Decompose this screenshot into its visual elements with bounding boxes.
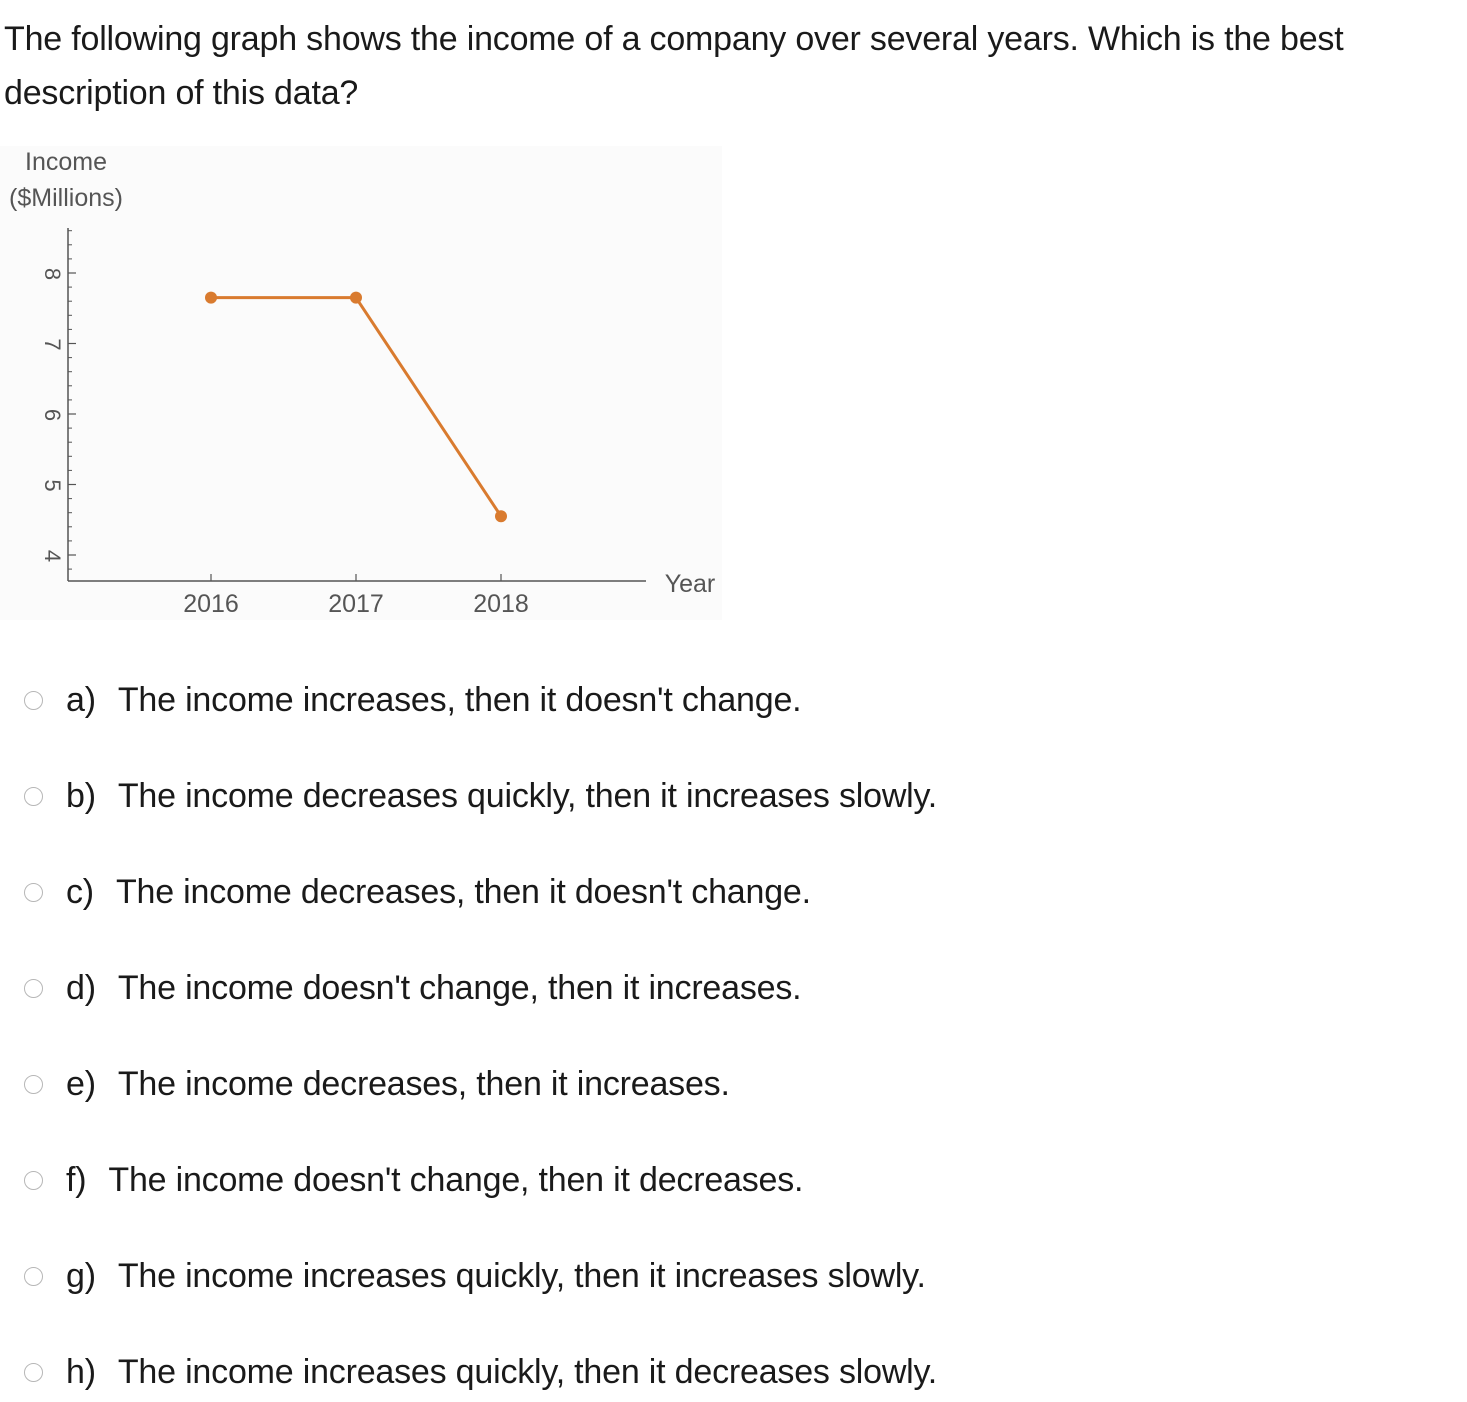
x-axis-label: Year: [664, 570, 716, 598]
option-e-text: The income decreases, then it increases.: [117, 1064, 730, 1103]
x-tick-label: 2018: [473, 590, 529, 618]
radio-e[interactable]: [24, 1075, 43, 1094]
option-b[interactable]: [24, 772, 937, 820]
income-chart: [0, 146, 722, 620]
y-tick-label: 7: [40, 338, 66, 351]
option-d[interactable]: [24, 964, 801, 1012]
option-c[interactable]: [24, 868, 811, 916]
option-f-letter: f): [66, 1160, 87, 1199]
question-text: The following graph shows the income of a company over several years. Which is the best description of this data?: [4, 20, 1344, 112]
y-axis-label-line1: Income: [25, 148, 107, 176]
radio-f[interactable]: [24, 1171, 43, 1190]
data-point: [350, 292, 362, 304]
option-b-letter: b): [66, 776, 96, 815]
option-e-letter: e): [66, 1064, 96, 1103]
option-e[interactable]: [24, 1060, 730, 1108]
option-f[interactable]: [24, 1156, 803, 1204]
data-point: [495, 510, 507, 522]
radio-c[interactable]: [24, 883, 43, 902]
option-f-text: The income doesn't change, then it decreases.: [108, 1160, 804, 1199]
option-d-letter: d): [66, 968, 96, 1007]
option-h[interactable]: [24, 1348, 937, 1396]
option-a-letter: a): [66, 680, 96, 719]
option-h-text: The income increases quickly, then it decreases slowly.: [117, 1352, 938, 1391]
radio-d[interactable]: [24, 979, 43, 998]
y-tick-label: 6: [40, 408, 66, 422]
radio-a[interactable]: [24, 691, 43, 710]
option-d-text: The income doesn't change, then it increases.: [117, 968, 802, 1007]
option-b-text: The income decreases quickly, then it increases slowly.: [117, 776, 938, 815]
y-tick-label: 4: [40, 549, 66, 563]
data-point: [205, 292, 217, 304]
y-axis-label-line2: ($Millions): [9, 184, 123, 212]
radio-b[interactable]: [24, 787, 43, 806]
option-g-letter: g): [66, 1256, 96, 1295]
income-line-chart: [0, 146, 722, 620]
option-a[interactable]: [24, 676, 801, 724]
option-g-text: The income increases quickly, then it increases slowly.: [117, 1256, 926, 1295]
y-tick-label: 5: [40, 479, 66, 492]
x-tick-label: 2016: [183, 590, 239, 618]
option-c-letter: c): [66, 872, 94, 911]
option-a-text: The income increases, then it doesn't change.: [117, 680, 802, 719]
radio-g[interactable]: [24, 1267, 43, 1286]
x-tick-label: 2017: [328, 590, 384, 618]
option-g[interactable]: [24, 1252, 926, 1300]
option-c-text: The income decreases, then it doesn't change.: [115, 872, 811, 911]
income-series-line: [211, 298, 501, 517]
option-h-letter: h): [66, 1352, 96, 1391]
radio-h[interactable]: [24, 1363, 43, 1382]
y-tick-label: 8: [40, 267, 66, 281]
